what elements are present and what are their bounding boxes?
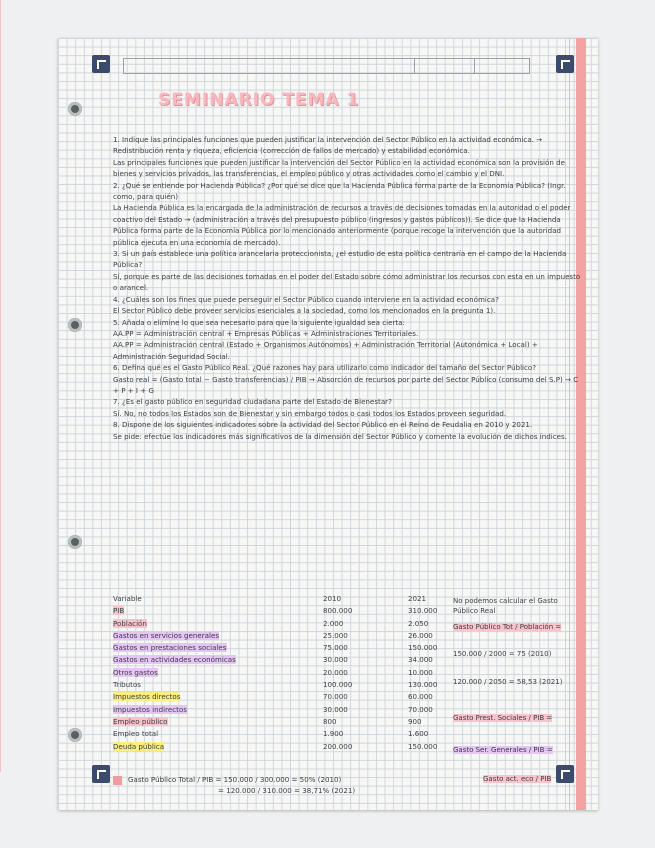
footer-line-1-text: Gasto Público Total / PIB = 150.000 / 300.000 = 50% (2010) [128, 775, 342, 784]
row-label: Impuestos indirectos [113, 704, 187, 714]
notebook-page [58, 38, 598, 810]
question-8-task: Se pide: efectúe los indicadores más significativos de la dimensión del Sector Público y comente la evolución de dichos índices. [113, 431, 567, 441]
answer-4: El Sector Público debe proveer servicios esenciales a la sociedad, como los mencionados en la pregunta 1). [113, 306, 496, 316]
row-2021: 70.000 [408, 704, 433, 714]
footer-note-right [483, 775, 551, 783]
row-2010: 1.900 [323, 729, 344, 739]
binder-hole-icon [68, 728, 82, 742]
footer-calc [113, 774, 543, 796]
row-label: Otros gastos [113, 667, 158, 677]
row-label: Gastos en servicios generales [113, 630, 220, 640]
row-2010: 20.000 [323, 667, 348, 677]
answer-2: La Hacienda Pública es la encargada de la administración de recursos a través de decisiones tomadas en la autoridad o el poder coactivo del Estado → (administración a través del presupuesto público (ingresos y gastos públicos)). Se dice que la Hacienda Pública forma parte de la Economía Pública por lo mencionado anteriormente (porque recoge la intervención que la autoridad pública ejecuta en una economía de mercado). [113, 203, 571, 247]
question-3: 3. Si un país establece una política arancelaria proteccionista, ¿el estudio de esta política centraría en el campo de la Hacienda Pública? [113, 249, 567, 270]
row-2021: 900 [408, 716, 422, 726]
binder-hole-icon [68, 318, 82, 332]
equation-original: AA.PP = Administración central + Empresas Públicas + Administraciones Territoriales. [113, 328, 419, 338]
left-binding-strip [0, 0, 1, 772]
corner-mark-top-left-icon [92, 55, 110, 73]
page-title: SEMINARIO TEMA 1 [158, 90, 360, 110]
header-variable: Variable [113, 594, 142, 603]
question-4: 4. ¿Cuáles son los fines que puede perseguir el Sector Público cuando interviene en la actividad económica? [113, 294, 499, 304]
note-prest-sociales [453, 714, 552, 722]
question-2: 2. ¿Qué se entiende por Hacienda Pública? ¿Por qué se dice que la Hacienda Pública forma parte de la Economía Pública? (Ingr. como, para quién) [113, 180, 566, 202]
question-7: 7. ¿Es el gasto público en seguridad ciudadana parte del Estado de Bienestar? [113, 397, 392, 407]
table-row [113, 631, 583, 643]
content-text [113, 134, 583, 442]
row-2021: 60.000 [408, 692, 433, 702]
row-2010: 800 [323, 716, 337, 726]
row-2021: 1.600 [408, 729, 429, 739]
row-2021: 26.000 [408, 630, 433, 640]
question-1: 1. Indique las principales funciones que pueden justificar la intervención del Sector Público en la actividad económica. → Redistribución renta y riqueza, eficiencia (corrección de fallos de mercado) y estabilidad económica. [113, 135, 543, 156]
corner-mark-top-right-icon [556, 55, 574, 73]
row-label: Deuda pública [113, 741, 165, 751]
row-2021: 130.000 [408, 680, 438, 690]
row-2010: 70.000 [323, 692, 348, 702]
row-label: Población [113, 618, 147, 628]
binder-hole-icon [68, 535, 82, 549]
corner-mark-bottom-right-icon [556, 765, 574, 783]
row-2021: 150.000 [408, 741, 438, 751]
table-row [113, 729, 583, 741]
row-2021: 310.000 [408, 606, 438, 616]
corner-mark-bottom-left-icon [92, 765, 110, 783]
row-2010: 30.000 [323, 704, 348, 714]
row-2010: 75.000 [323, 643, 348, 653]
header-2021: 2021 [408, 594, 427, 603]
footer-line-1 [113, 774, 543, 785]
note-serv-generales-text: Gasto Ser. Generales / PIB = [453, 746, 553, 754]
row-label: Tributos [113, 680, 141, 690]
footer-note-right-text: Gasto act. eco / PIB [483, 775, 552, 783]
row-2010: 2.000 [323, 618, 344, 628]
note-calc-2010: 150.000 / 2000 = 75 (2010) [453, 650, 552, 658]
row-label: Impuestos directos [113, 692, 181, 702]
answer-6: Gasto real = (Gasto total − Gasto transferencias) / PIB → Absorción de recursos por parte del Sector Público (consumo del S.P) → C + P + I + G [113, 374, 579, 395]
row-label: Empleo total [113, 729, 159, 739]
row-label: Gastos en actividades económicas [113, 655, 236, 665]
note-gasto-poblacion [453, 623, 573, 631]
row-2010: 100.000 [323, 680, 353, 690]
answer-5: AA.PP = Administración central (Estado + Organismos Autónomos) + Administración Territorial (Autonómica + Local) + Administración Seguridad Social. [113, 340, 538, 361]
row-label: Empleo público [113, 716, 168, 726]
note-calc-2021: 120.000 / 2050 = 58,53 (2021) [453, 678, 563, 686]
answer-1: Las principales funciones que pueden justificar la intervención del Sector Público en la actividad económica son la provisión de bienes y servicios privados, las transferencias, el empleo público y otras actividades como el cambio y el DNI. [113, 157, 565, 179]
row-label: Gastos en prestaciones sociales [113, 643, 227, 653]
note-gasto-real: No podemos calcular el Gasto Público Real [453, 597, 558, 615]
row-2021: 10.000 [408, 667, 433, 677]
question-5: 5. Añada o elimine lo que sea necesario para que la siguiente igualdad sea cierta: [113, 317, 405, 327]
row-2010: 25.000 [323, 630, 348, 640]
data-table [113, 594, 583, 754]
row-2010: 30.000 [323, 655, 348, 665]
table-row [113, 692, 583, 704]
answer-7: Sí. No, no todos los Estados son de Bienestar y sin embargo todos o casi todos los Estados proveen seguridad. [113, 408, 507, 418]
row-2021: 150.000 [408, 643, 438, 653]
note-serv-generales [453, 746, 553, 754]
note-gasto-poblacion-text: Gasto Público Tot / Población = [453, 623, 562, 631]
footer-line-2: = 120.000 / 310.000 = 38,71% (2021) [218, 786, 356, 795]
header-box [123, 58, 530, 74]
answer-3: Sí, porque es parte de las decisiones tomadas en el poder del Estado sobre cómo administrar los recursos con esta en un impuesto o arancel. [113, 271, 581, 293]
question-6: 6. Defina qué es el Gasto Público Real. ¿Qué razones hay para utilizarlo como indicador del tamaño del Sector Público? [113, 363, 537, 373]
question-8: 8. Dispone de los siguientes indicadores sobre la actividad del Sector Público en el Reino de Feudalia en 2010 y 2021. [113, 420, 533, 430]
row-2010: 800.000 [323, 606, 353, 616]
header-2010: 2010 [323, 594, 342, 603]
row-2021: 2.050 [408, 618, 429, 628]
row-2021: 34.000 [408, 655, 433, 665]
note-prest-sociales-text: Gasto Prest. Sociales / PIB = [453, 714, 553, 722]
pink-square-icon [113, 776, 122, 785]
row-label: PIB [113, 606, 125, 616]
row-2010: 200.000 [323, 741, 353, 751]
binder-hole-icon [68, 102, 82, 116]
